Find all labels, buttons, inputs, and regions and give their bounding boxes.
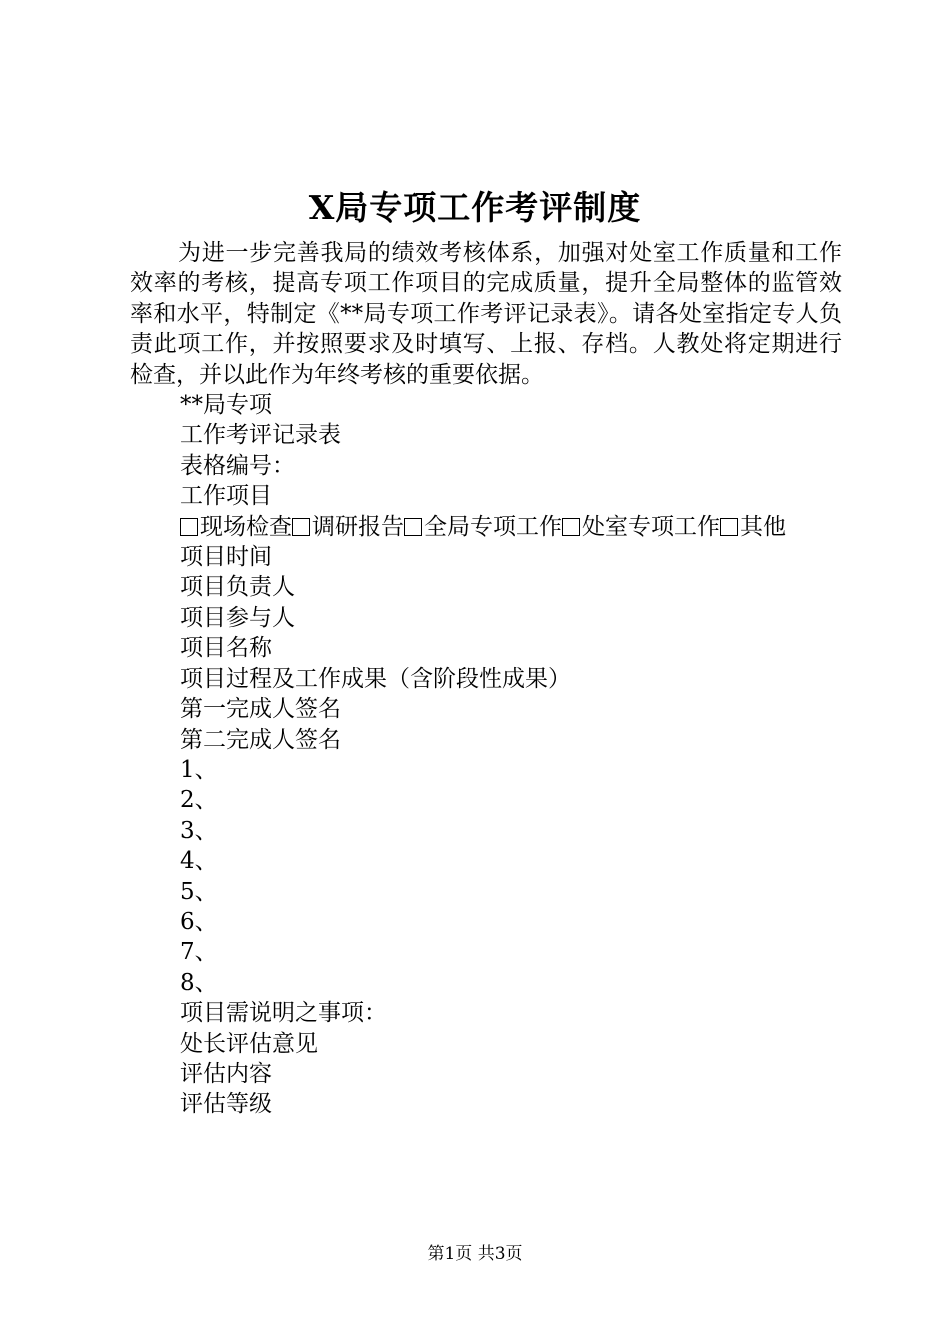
numbered-item-3: 3、 — [180, 817, 218, 844]
checkbox-icon[interactable] — [562, 518, 580, 536]
numbered-item-5: 5、 — [180, 878, 218, 905]
intro-paragraph: 为进一步完善我局的绩效考核体系，加强对处室工作质量和工作效率的考核，提高专项工作项目的完成质量，提升全局整体的监管效率和水平，特制定《**局专项工作考评记录表》。请各处室指定专人负责此项工作，并按照要求及时填写、上报、存档。人教处将定期进行检查，并以此作为年终考核的重要依据。 — [130, 240, 842, 388]
option-onsite-inspection: 现场检查 — [200, 513, 292, 540]
option-research-report: 调研报告 — [312, 513, 404, 540]
numbered-item-4: 4、 — [180, 848, 218, 875]
option-bureau-special-work: 全局专项工作 — [424, 513, 562, 540]
checkbox-icon[interactable] — [292, 518, 310, 536]
work-item-options — [130, 512, 842, 542]
project-leader-label: 项目负责人 — [180, 574, 295, 601]
project-time-label: 项目时间 — [180, 544, 272, 571]
checkbox-icon[interactable] — [180, 518, 198, 536]
numbered-item-7: 7、 — [180, 939, 218, 966]
numbered-item-8: 8、 — [180, 969, 218, 996]
checkbox-icon[interactable] — [720, 518, 738, 536]
option-other: 其他 — [740, 513, 786, 540]
numbered-item-2: 2、 — [180, 787, 218, 814]
option-division-special-work: 处室专项工作 — [582, 513, 720, 540]
work-item-label: 工作项目 — [180, 483, 272, 510]
page-footer: 第1页 共3页 — [427, 1244, 523, 1264]
document-title: X局专项工作考评制度 — [308, 188, 642, 227]
numbered-item-6: 6、 — [180, 908, 218, 935]
checkbox-icon[interactable] — [404, 518, 422, 536]
project-name-label: 项目名称 — [180, 635, 272, 662]
project-process-label: 项目过程及工作成果（含阶段性成果） — [180, 665, 571, 692]
document-body — [130, 238, 842, 1120]
form-number-label: 表格编号： — [180, 452, 295, 479]
second-signature-label: 第二完成人签名 — [180, 726, 341, 753]
numbered-item-1: 1、 — [180, 756, 218, 783]
first-signature-label: 第一完成人签名 — [180, 696, 341, 723]
evaluation-grade-label: 评估等级 — [180, 1091, 272, 1118]
project-participants-label: 项目参与人 — [180, 604, 295, 631]
notes-label: 项目需说明之事项： — [180, 1000, 387, 1027]
director-opinion-label: 处长评估意见 — [180, 1030, 318, 1057]
evaluation-content-label: 评估内容 — [180, 1060, 272, 1087]
form-title-line-2: 工作考评记录表 — [180, 422, 341, 449]
form-title-line-1: **局专项 — [180, 392, 272, 419]
